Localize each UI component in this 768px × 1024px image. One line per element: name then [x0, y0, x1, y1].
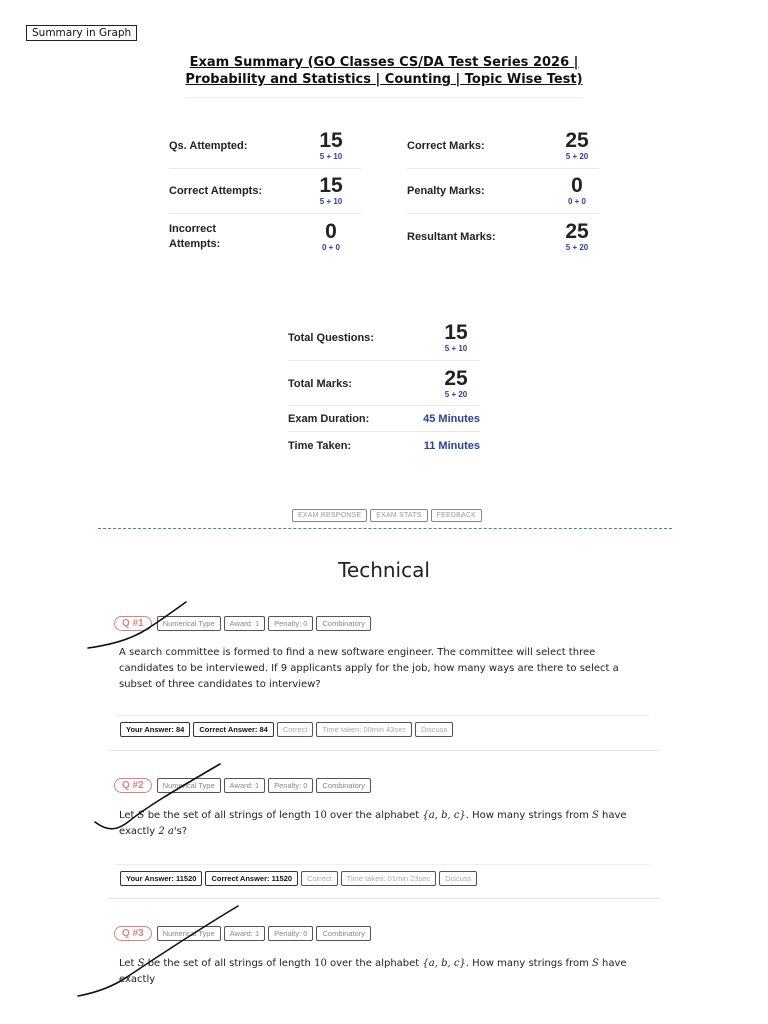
exam-stats-button[interactable]: EXAM STATS	[370, 509, 427, 522]
question-type-tag: Numerical Type	[157, 778, 221, 793]
action-button-group	[292, 502, 485, 522]
math-symbol: S	[137, 810, 145, 821]
math-term: 2 a	[158, 826, 174, 837]
text-segment: have exactly	[119, 810, 627, 837]
stat-breakdown: 5 + 10	[319, 197, 343, 206]
correct-answer: Correct Answer: 11520	[205, 871, 298, 886]
text-segment: . How many strings from	[465, 958, 592, 969]
question-number-badge: Q #2	[114, 778, 152, 793]
award-tag: Award: 1	[224, 926, 265, 941]
text-segment: Let	[119, 810, 138, 821]
time-taken-value: 11 Minutes	[423, 440, 480, 452]
stat-penalty-marks	[407, 172, 599, 210]
question-tags	[114, 616, 374, 631]
topic-tag: Combinatory	[316, 778, 371, 793]
answer-row	[120, 871, 480, 886]
row-divider	[407, 168, 599, 169]
penalty-tag: Penalty: 0	[268, 616, 313, 631]
stat-breakdown: 0 + 0	[567, 197, 586, 206]
math-number: 10	[314, 958, 327, 969]
row-divider	[169, 168, 361, 169]
award-tag: Award: 1	[224, 778, 265, 793]
math-set: {a, b, c}	[422, 958, 466, 969]
text-segment: 's?	[173, 826, 188, 837]
text-segment: . How many strings from	[465, 810, 592, 821]
question-divider	[116, 715, 650, 716]
time-taken-badge: Time taken: 00min 43sec	[316, 722, 412, 737]
time-taken	[288, 437, 480, 455]
text-segment: Let	[119, 958, 138, 969]
question-number-badge: Q #3	[114, 926, 152, 941]
stat-value: 25	[565, 129, 589, 152]
summary-in-graph-button[interactable]: Summary in Graph	[26, 25, 137, 41]
topic-tag: Combinatory	[316, 926, 371, 941]
question-text	[119, 956, 649, 988]
stat-value: 0	[325, 220, 337, 243]
stat-breakdown: 5 + 10	[319, 152, 343, 161]
exam-duration	[288, 410, 480, 428]
text-segment: be the set of all strings of length	[144, 958, 315, 969]
question-divider	[116, 864, 650, 865]
feedback-button[interactable]: FEEDBACK	[431, 509, 482, 522]
stat-resultant-marks	[407, 218, 599, 256]
question-text	[119, 808, 649, 840]
award-tag: Award: 1	[224, 616, 265, 631]
question-number-badge: Q #1	[114, 616, 152, 631]
your-answer: Your Answer: 84	[120, 722, 190, 737]
time-taken-badge: Time taken: 01min 23sec	[341, 871, 437, 886]
total-questions	[288, 319, 480, 357]
row-divider	[288, 360, 480, 361]
math-number: 10	[314, 810, 327, 821]
total-marks-value: 25	[444, 367, 468, 390]
total-questions-label: Total Questions:	[288, 331, 374, 344]
stat-label: Penalty Marks:	[407, 184, 485, 197]
row-divider	[407, 213, 599, 214]
text-segment: have exactly	[119, 958, 627, 985]
question-text: A search committee is formed to find a new software engineer. The committee will select three candidates to be interviewed. If 9 applicants apply for the job, how many ways are there to select a subset of three candidates to interview?	[119, 647, 619, 690]
penalty-tag: Penalty: 0	[268, 926, 313, 941]
text-segment: be the set of all strings of length	[144, 810, 315, 821]
status-badge: Correct	[277, 722, 314, 737]
stat-label: Correct Marks:	[407, 139, 485, 152]
total-marks-label: Total Marks:	[288, 377, 352, 390]
total-marks	[288, 365, 480, 403]
topic-tag: Combinatory	[316, 616, 371, 631]
exam-response-button[interactable]: EXAM RESPONSE	[292, 509, 367, 522]
stat-value: 15	[319, 174, 343, 197]
question-tags	[114, 926, 374, 941]
math-set: {a, b, c}	[422, 810, 466, 821]
answer-row	[120, 722, 456, 737]
question-type-tag: Numerical Type	[157, 926, 221, 941]
stat-value: 0	[571, 174, 583, 197]
discuss-button[interactable]: Discuss	[439, 871, 477, 886]
stat-qs-attempted	[169, 127, 361, 165]
stat-breakdown: 5 + 20	[565, 152, 589, 161]
question-card-2	[108, 778, 660, 900]
total-questions-value: 15	[444, 321, 468, 344]
text-segment: over the alphabet	[326, 810, 423, 821]
stat-breakdown: 5 + 20	[565, 243, 589, 252]
math-symbol: S	[592, 958, 599, 969]
row-divider	[169, 213, 361, 214]
question-tags	[114, 778, 374, 793]
exam-duration-value: 45 Minutes	[423, 413, 480, 425]
status-badge: Correct	[301, 871, 338, 886]
penalty-tag: Penalty: 0	[268, 778, 313, 793]
stat-label: Resultant Marks:	[407, 230, 496, 243]
row-divider	[288, 431, 480, 432]
total-marks-breakdown: 5 + 20	[444, 390, 468, 399]
math-symbol: S	[137, 958, 145, 969]
stat-breakdown: 0 + 0	[321, 243, 340, 252]
exam-duration-label: Exam Duration:	[288, 412, 370, 425]
question-card-1	[108, 616, 660, 752]
card-border	[108, 898, 660, 899]
question-card-3	[108, 926, 660, 986]
discuss-button[interactable]: Discuss	[415, 722, 453, 737]
stat-label: Incorrect Attempts:	[169, 223, 221, 250]
section-divider	[98, 528, 672, 529]
correct-answer: Correct Answer: 84	[193, 722, 274, 737]
stat-label: Correct Attempts:	[169, 184, 263, 197]
stat-value: 15	[319, 129, 343, 152]
section-title: Technical	[338, 558, 430, 582]
row-divider	[288, 405, 480, 406]
title-divider	[185, 97, 583, 98]
card-border	[108, 750, 660, 751]
stat-label: Qs. Attempted:	[169, 139, 248, 152]
stat-value: 25	[565, 220, 589, 243]
stat-correct-marks	[407, 127, 599, 165]
time-taken-label: Time Taken:	[288, 439, 352, 452]
exam-title: Exam Summary (GO Classes CS/DA Test Series 2026 | Probability and Statistics | Counting | Topic Wise Test)	[185, 55, 583, 87]
total-questions-breakdown: 5 + 10	[444, 344, 468, 353]
stat-correct-attempts	[169, 172, 361, 210]
math-symbol: S	[592, 810, 599, 821]
stat-incorrect-attempts	[169, 218, 361, 256]
question-type-tag: Numerical Type	[157, 616, 221, 631]
your-answer: Your Answer: 11520	[120, 871, 202, 886]
text-segment: over the alphabet	[326, 958, 423, 969]
